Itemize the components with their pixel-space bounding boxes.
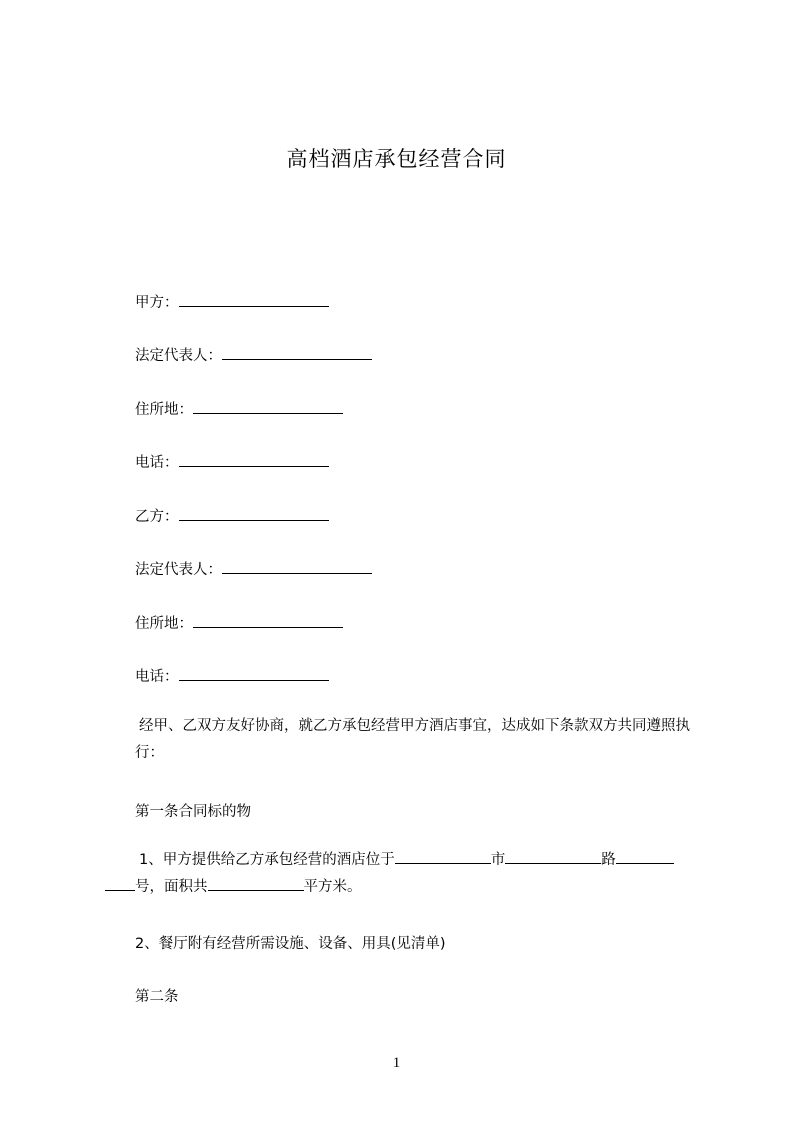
clause1-number: 1、 xyxy=(139,852,163,868)
party-b-rep-line xyxy=(135,558,372,579)
area-unit-label: 平方米。 xyxy=(303,879,362,895)
party-b-phone-label: 电话： xyxy=(135,669,179,685)
road-label: 路 xyxy=(601,852,616,868)
article2-heading: 第二条 xyxy=(135,989,179,1005)
number-area-label: 号，面积共 xyxy=(135,879,208,895)
number-blank-2 xyxy=(105,878,135,891)
clause1-text: 甲方提供给乙方承包经营的酒店位于 xyxy=(162,852,395,868)
party-b-phone-line xyxy=(135,665,329,686)
party-b-label: 乙方： xyxy=(135,509,179,525)
party-a-line xyxy=(135,291,329,312)
road-blank xyxy=(505,851,601,864)
party-b-rep-blank xyxy=(222,561,372,574)
party-a-rep-blank xyxy=(222,347,372,360)
party-b-rep-label: 法定代表人： xyxy=(135,562,222,578)
number-blank-1 xyxy=(616,851,674,864)
party-a-label: 甲方： xyxy=(135,295,179,311)
area-blank xyxy=(208,878,304,891)
party-a-blank xyxy=(179,294,329,307)
party-b-address-line xyxy=(135,612,343,633)
party-b-line xyxy=(135,505,329,526)
clause1-paragraph xyxy=(135,847,705,901)
city-label: 市 xyxy=(490,852,506,868)
city-blank xyxy=(395,851,491,864)
intro-paragraph: 经甲、乙双方友好协商，就乙方承包经营甲方酒店事宜，达成如下条款双方共同遵照执行： xyxy=(135,718,690,761)
party-b-address-blank xyxy=(193,615,343,628)
party-b-phone-blank xyxy=(179,668,329,681)
article1-heading: 第一条合同标的物 xyxy=(135,804,251,820)
party-a-address-line xyxy=(135,398,343,419)
party-a-phone-line xyxy=(135,451,329,472)
party-b-blank xyxy=(179,508,329,521)
document-title: 高档酒店承包经营合同 xyxy=(286,147,507,171)
party-a-phone-label: 电话： xyxy=(135,455,179,471)
party-a-phone-blank xyxy=(179,454,329,467)
party-a-address-label: 住所地： xyxy=(135,402,193,418)
page-number: 1 xyxy=(392,1055,401,1071)
party-a-rep-label: 法定代表人： xyxy=(135,348,222,364)
party-b-address-label: 住所地： xyxy=(135,616,193,632)
party-a-rep-line xyxy=(135,344,372,365)
party-a-address-blank xyxy=(193,401,343,414)
clause2-text: 2、餐厅附有经营所需设施、设备、用具(见清单) xyxy=(135,936,446,952)
